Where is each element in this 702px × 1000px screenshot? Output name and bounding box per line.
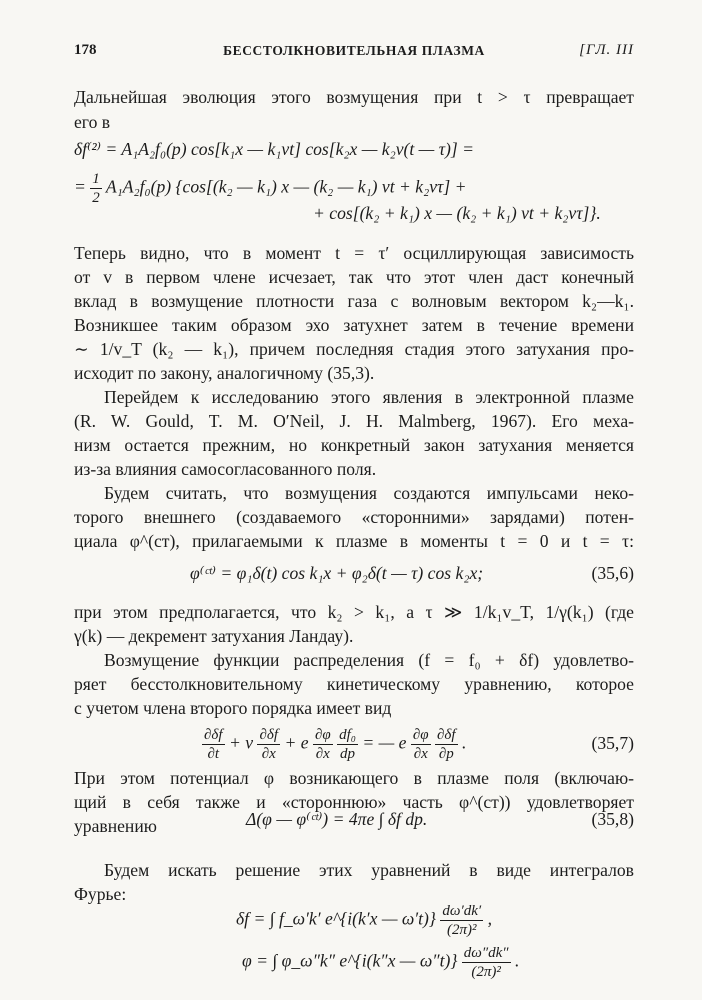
fraction-numerator: ∂φ xyxy=(412,727,429,743)
text-line: его в xyxy=(74,112,111,132)
text-line: (R. W. Gould, T. M. O′Neil, J. H. Malmberg, 1967). Его меха- xyxy=(74,411,634,431)
fourier-integral-phi xyxy=(242,944,519,981)
text-line: Будем искать решение этих уравнений в виде интегралов xyxy=(104,860,634,880)
fraction-numerator: ∂φ xyxy=(314,727,331,743)
text-line: низм остается прежним, но конкретный закон затухания меняется xyxy=(74,435,634,455)
text-line: при этом предполагается, что k₂ > k₁, а τ ≫ 1/k₁v_T, 1/γ(k₁) (где xyxy=(74,602,634,622)
equation-expression: A₁A₂f₀(p) {cos[(k₂ — k₁) x — (k₂ — k₁) vt + k₂vτ] + xyxy=(105,176,467,197)
fraction-denominator: (2π)² xyxy=(471,964,501,980)
text-line: от v в первом члене исчезает, так что этот член даст конечный xyxy=(74,267,634,287)
fraction-ddp xyxy=(435,726,458,763)
text-line: Возникшее таким образом эхо затухнет затем в течение времени xyxy=(74,315,634,335)
plus-sign: + xyxy=(228,732,241,753)
velocity-symbol: v xyxy=(245,732,254,753)
plus-sign: + xyxy=(284,732,297,753)
equation-number: (35,7) xyxy=(591,733,634,753)
fraction-denominator: 2 xyxy=(92,190,100,206)
fraction-denominator: (2π)² xyxy=(447,922,477,938)
text-line: циала φ^(ст), прилагаемыми к плазме в моменты t = 0 и t = τ: xyxy=(74,531,634,551)
chapter-label: [ГЛ. III xyxy=(579,42,634,58)
text-line: γ(k) — декремент затухания Ландау). xyxy=(74,626,354,646)
fraction-denominator: ∂x xyxy=(413,746,428,762)
text-line: торого внешнего (создаваемого «сторонними» зарядами) потен- xyxy=(74,507,634,527)
page-number: 178 xyxy=(74,42,97,58)
text-line: ∼ 1/v_T (k₂ — k₁), причем последняя стадия этого затухания про- xyxy=(74,339,634,359)
fraction-ddt xyxy=(202,726,225,763)
equation-number: (35,8) xyxy=(591,809,634,829)
period: . xyxy=(461,732,467,753)
fraction-numerator: 1 xyxy=(92,171,100,187)
running-title: БЕССТОЛКНОВИТЕЛЬНАЯ ПЛАЗМА xyxy=(223,43,485,58)
equals-sign: = xyxy=(74,176,86,197)
fraction-numerator: ∂δf xyxy=(437,727,456,743)
fraction-denominator: ∂t xyxy=(207,746,220,762)
text-line: Фурье: xyxy=(74,884,127,904)
equation-35-6: φ⁽ᶜᵗ⁾ = φ₁δ(t) cos k₁x + φ₂δ(t — τ) cos k₂x; xyxy=(190,563,484,583)
fraction-numerator: dω′dk′ xyxy=(442,903,482,919)
equation-number: (35,6) xyxy=(591,563,634,583)
fraction-denominator: ∂x xyxy=(261,746,276,762)
text-line: из-за влияния самосогласованного поля. xyxy=(74,459,377,479)
text-line: Перейдем к исследованию этого явления в электронной плазме xyxy=(104,387,634,407)
equation-line-1: δf⁽²⁾ = A₁A₂f₀(p) cos[k₁x — k₁vt] cos[k₂x — k₂v(t — τ)] = xyxy=(74,139,474,159)
fraction-half xyxy=(90,170,102,207)
text-line: Возмущение функции распределения (f = f₀ + δf) удовлетво- xyxy=(104,650,634,670)
fraction-denominator: ∂x xyxy=(315,746,330,762)
fraction-dphi xyxy=(411,726,431,763)
fourier-integral-f xyxy=(236,902,492,939)
equals-minus-e: = — e xyxy=(362,732,407,753)
text-line: щий в себя также и «стороннюю» часть φ^(ст)) удовлетворяет xyxy=(74,792,634,812)
text-line: Теперь видно, что в момент t = τ′ осциллирующая зависимость xyxy=(74,243,634,263)
fraction-fourier-2 xyxy=(462,944,511,981)
equation-35-7 xyxy=(202,726,466,763)
fraction-numerator: dω″dk″ xyxy=(463,945,509,961)
fraction-fourier-1 xyxy=(440,902,483,939)
fraction-numerator: df₀ xyxy=(339,727,356,743)
text-line: При этом потенциал φ возникающего в плазме поля (включаю- xyxy=(74,768,634,788)
fraction-denominator: dp xyxy=(340,746,355,762)
text-line: уравнению xyxy=(74,816,157,836)
equation-line-3: + cos[(k₂ + k₁) x — (k₂ + k₁) vt + k₂vτ]}. xyxy=(313,203,601,223)
fraction-denominator: ∂p xyxy=(438,746,454,762)
text-line: Дальнейшая эволюция этого возмущения при t > τ превращает xyxy=(74,87,634,107)
page-header xyxy=(74,42,634,64)
fraction-numerator: ∂δf xyxy=(259,727,279,743)
period: . xyxy=(514,950,520,971)
text-line: исходит по закону, аналогичному (35,3). xyxy=(74,363,375,383)
charge-symbol: e xyxy=(300,732,309,753)
text-line: ряет бесстолкновительному кинетическому уравнению, которое xyxy=(74,674,634,694)
fraction-df0 xyxy=(337,726,358,763)
equation-35-8: Δ(φ — φ⁽ᶜᵗ⁾) = 4πe ∫ δf dp. xyxy=(246,809,428,829)
integral-expression: δf = ∫ f_ω′k′ e^{i(k′x — ω′t)} xyxy=(236,908,436,929)
fraction-dphi xyxy=(313,726,333,763)
text-line: Будем считать, что возмущения создаются импульсами неко- xyxy=(104,483,634,503)
fraction-ddx xyxy=(257,726,280,763)
fraction-numerator: ∂δf xyxy=(204,727,223,743)
text-line: с учетом члена второго порядка имеет вид xyxy=(74,698,392,718)
text-line: вклад в возмущение плотности газа с волновым вектором k₂—k₁. xyxy=(74,291,634,311)
integral-expression: φ = ∫ φ_ω″k″ e^{i(k″x — ω″t)} xyxy=(242,950,458,971)
comma: , xyxy=(487,908,492,929)
